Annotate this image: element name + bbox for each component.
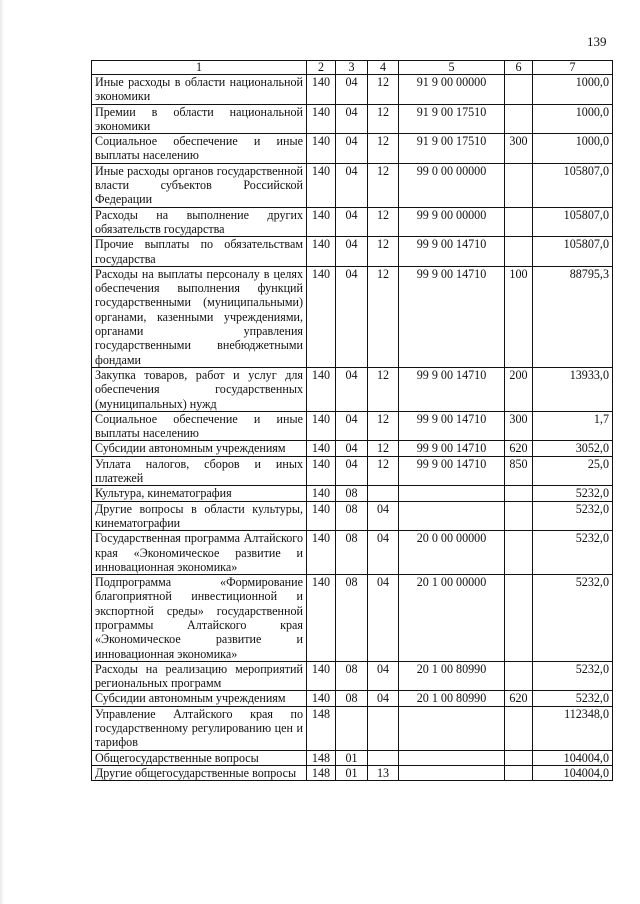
cell-section-code [336, 706, 368, 750]
column-header-5: 5 [399, 61, 505, 75]
cell-ministry-code: 140 [307, 456, 336, 486]
column-header-7: 7 [533, 61, 613, 75]
cell-ministry-code: 148 [307, 750, 336, 765]
cell-subsection-code: 12 [368, 441, 399, 456]
cell-ministry-code: 140 [307, 501, 336, 531]
cell-target-article: 20 1 00 80990 [399, 691, 505, 706]
cell-subsection-code: 12 [368, 163, 399, 207]
cell-name: Другие вопросы в области культуры, кинематографии [92, 501, 307, 531]
cell-subsection-code: 12 [368, 134, 399, 164]
cell-section-code: 04 [336, 441, 368, 456]
cell-section-code: 01 [336, 750, 368, 765]
cell-amount: 5232,0 [533, 486, 613, 501]
cell-name: Субсидии автономным учреждениям [92, 441, 307, 456]
cell-expense-type [505, 501, 533, 531]
cell-section-code: 04 [336, 456, 368, 486]
cell-subsection-code [368, 486, 399, 501]
cell-amount: 104004,0 [533, 765, 613, 780]
cell-section-code: 04 [336, 104, 368, 134]
table-row [92, 456, 613, 486]
table-row [92, 237, 613, 267]
table-row [92, 75, 613, 105]
cell-expense-type [505, 163, 533, 207]
cell-ministry-code: 140 [307, 75, 336, 105]
cell-expense-type [505, 750, 533, 765]
cell-target-article: 20 1 00 00000 [399, 575, 505, 662]
cell-amount: 88795,3 [533, 266, 613, 367]
cell-expense-type: 850 [505, 456, 533, 486]
cell-subsection-code: 12 [368, 237, 399, 267]
cell-name: Расходы на выполнение других обязательств государства [92, 207, 307, 237]
table-row [92, 575, 613, 662]
cell-amount: 5232,0 [533, 691, 613, 706]
cell-target-article: 99 9 00 14710 [399, 237, 505, 267]
cell-name: Расходы на реализацию мероприятий региональных программ [92, 661, 307, 691]
cell-subsection-code: 04 [368, 531, 399, 575]
cell-name: Общегосударственные вопросы [92, 750, 307, 765]
cell-name: Социальное обеспечение и иные выплаты населению [92, 411, 307, 441]
table-row [92, 531, 613, 575]
scan-edge-shadow [0, 0, 4, 904]
cell-amount: 105807,0 [533, 163, 613, 207]
cell-ministry-code: 140 [307, 691, 336, 706]
cell-amount: 5232,0 [533, 501, 613, 531]
cell-section-code: 04 [336, 266, 368, 367]
cell-amount: 1000,0 [533, 75, 613, 105]
cell-ministry-code: 140 [307, 104, 336, 134]
table-header-row [92, 61, 613, 75]
cell-amount: 3052,0 [533, 441, 613, 456]
cell-name: Расходы на выплаты персоналу в целях обеспечения выполнения функций государственными (муниципальными) органами, казенными учреждениями, органами управления государственными внебюджетными фондами [92, 266, 307, 367]
table-row [92, 765, 613, 780]
cell-name: Уплата налогов, сборов и иных платежей [92, 456, 307, 486]
cell-section-code: 08 [336, 661, 368, 691]
cell-expense-type [505, 531, 533, 575]
cell-expense-type [505, 237, 533, 267]
cell-section-code: 04 [336, 207, 368, 237]
cell-expense-type [505, 575, 533, 662]
cell-target-article [399, 765, 505, 780]
cell-ministry-code: 140 [307, 411, 336, 441]
table-row [92, 104, 613, 134]
table-body [92, 75, 613, 781]
cell-subsection-code: 12 [368, 75, 399, 105]
cell-ministry-code: 140 [307, 441, 336, 456]
cell-target-article [399, 706, 505, 750]
cell-section-code: 01 [336, 765, 368, 780]
column-header-4: 4 [368, 61, 399, 75]
table-row [92, 750, 613, 765]
cell-target-article: 99 0 00 00000 [399, 163, 505, 207]
cell-ministry-code: 140 [307, 237, 336, 267]
cell-ministry-code: 140 [307, 207, 336, 237]
table-row [92, 207, 613, 237]
cell-amount: 112348,0 [533, 706, 613, 750]
cell-ministry-code: 140 [307, 661, 336, 691]
cell-subsection-code: 12 [368, 456, 399, 486]
cell-name: Культура, кинематография [92, 486, 307, 501]
cell-ministry-code: 140 [307, 531, 336, 575]
column-header-6: 6 [505, 61, 533, 75]
cell-amount: 105807,0 [533, 207, 613, 237]
cell-name: Закупка товаров, работ и услуг для обеспечения государственных (муниципальных) нужд [92, 367, 307, 411]
cell-expense-type: 620 [505, 441, 533, 456]
cell-name: Иные расходы в области национальной экономики [92, 75, 307, 105]
cell-subsection-code: 12 [368, 207, 399, 237]
table-row [92, 367, 613, 411]
cell-name: Другие общегосударственные вопросы [92, 765, 307, 780]
cell-subsection-code: 04 [368, 661, 399, 691]
cell-amount: 5232,0 [533, 575, 613, 662]
cell-target-article: 99 9 00 14710 [399, 441, 505, 456]
cell-target-article: 99 9 00 14710 [399, 456, 505, 486]
cell-target-article: 99 9 00 14710 [399, 367, 505, 411]
cell-expense-type: 300 [505, 411, 533, 441]
cell-amount: 5232,0 [533, 531, 613, 575]
cell-target-article: 91 9 00 00000 [399, 75, 505, 105]
cell-expense-type: 620 [505, 691, 533, 706]
cell-expense-type [505, 75, 533, 105]
cell-section-code: 08 [336, 691, 368, 706]
cell-target-article: 99 9 00 14710 [399, 266, 505, 367]
cell-subsection-code: 04 [368, 691, 399, 706]
cell-section-code: 04 [336, 134, 368, 164]
cell-subsection-code: 12 [368, 266, 399, 367]
column-header-3: 3 [336, 61, 368, 75]
cell-section-code: 04 [336, 411, 368, 441]
cell-target-article: 20 1 00 80990 [399, 661, 505, 691]
cell-amount: 25,0 [533, 456, 613, 486]
cell-name: Субсидии автономным учреждениям [92, 691, 307, 706]
table-row [92, 501, 613, 531]
cell-amount: 13933,0 [533, 367, 613, 411]
cell-target-article: 99 9 00 00000 [399, 207, 505, 237]
cell-expense-type [505, 486, 533, 501]
cell-expense-type [505, 104, 533, 134]
cell-target-article: 91 9 00 17510 [399, 134, 505, 164]
cell-section-code: 04 [336, 75, 368, 105]
cell-section-code: 08 [336, 531, 368, 575]
cell-expense-type: 300 [505, 134, 533, 164]
table-row [92, 661, 613, 691]
table-row [92, 134, 613, 164]
cell-target-article [399, 750, 505, 765]
cell-target-article: 20 0 00 00000 [399, 531, 505, 575]
table-row [92, 706, 613, 750]
cell-expense-type: 200 [505, 367, 533, 411]
cell-ministry-code: 140 [307, 486, 336, 501]
cell-section-code: 04 [336, 237, 368, 267]
cell-subsection-code: 12 [368, 104, 399, 134]
cell-amount: 1000,0 [533, 104, 613, 134]
cell-amount: 1000,0 [533, 134, 613, 164]
cell-ministry-code: 140 [307, 367, 336, 411]
budget-table [91, 60, 613, 781]
cell-amount: 105807,0 [533, 237, 613, 267]
cell-expense-type [505, 207, 533, 237]
cell-ministry-code: 140 [307, 134, 336, 164]
cell-subsection-code: 04 [368, 575, 399, 662]
cell-expense-type: 100 [505, 266, 533, 367]
table-row [92, 411, 613, 441]
table-row [92, 486, 613, 501]
cell-expense-type [505, 706, 533, 750]
cell-amount: 104004,0 [533, 750, 613, 765]
cell-name: Премии в области национальной экономики [92, 104, 307, 134]
cell-subsection-code: 12 [368, 411, 399, 441]
cell-target-article: 91 9 00 17510 [399, 104, 505, 134]
cell-ministry-code: 148 [307, 765, 336, 780]
cell-ministry-code: 140 [307, 575, 336, 662]
cell-expense-type [505, 765, 533, 780]
cell-target-article [399, 501, 505, 531]
cell-section-code: 08 [336, 501, 368, 531]
cell-name: Управление Алтайского края по государственному регулированию цен и тарифов [92, 706, 307, 750]
table-row [92, 691, 613, 706]
cell-section-code: 04 [336, 163, 368, 207]
cell-amount: 5232,0 [533, 661, 613, 691]
cell-subsection-code: 12 [368, 367, 399, 411]
cell-subsection-code: 04 [368, 501, 399, 531]
cell-section-code: 08 [336, 575, 368, 662]
column-header-1: 1 [92, 61, 307, 75]
cell-name: Подпрограмма «Формирование благоприятной инвестиционной и экспортной среды» государственной программы Алтайского края «Экономическое развитие и инновационная экономика» [92, 575, 307, 662]
cell-ministry-code: 148 [307, 706, 336, 750]
page-number: 139 [587, 34, 607, 49]
cell-name: Прочие выплаты по обязательствам государства [92, 237, 307, 267]
cell-section-code: 08 [336, 486, 368, 501]
table-row [92, 163, 613, 207]
table-row [92, 441, 613, 456]
table-row [92, 266, 613, 367]
cell-target-article [399, 486, 505, 501]
cell-section-code: 04 [336, 367, 368, 411]
cell-subsection-code [368, 706, 399, 750]
cell-subsection-code [368, 750, 399, 765]
column-header-2: 2 [307, 61, 336, 75]
cell-target-article: 99 9 00 14710 [399, 411, 505, 441]
cell-name: Социальное обеспечение и иные выплаты населению [92, 134, 307, 164]
cell-ministry-code: 140 [307, 266, 336, 367]
cell-name: Иные расходы органов государственной власти субъектов Российской Федерации [92, 163, 307, 207]
cell-name: Государственная программа Алтайского края «Экономическое развитие и инновационная экономика» [92, 531, 307, 575]
cell-ministry-code: 140 [307, 163, 336, 207]
cell-subsection-code: 13 [368, 765, 399, 780]
cell-expense-type [505, 661, 533, 691]
cell-amount: 1,7 [533, 411, 613, 441]
